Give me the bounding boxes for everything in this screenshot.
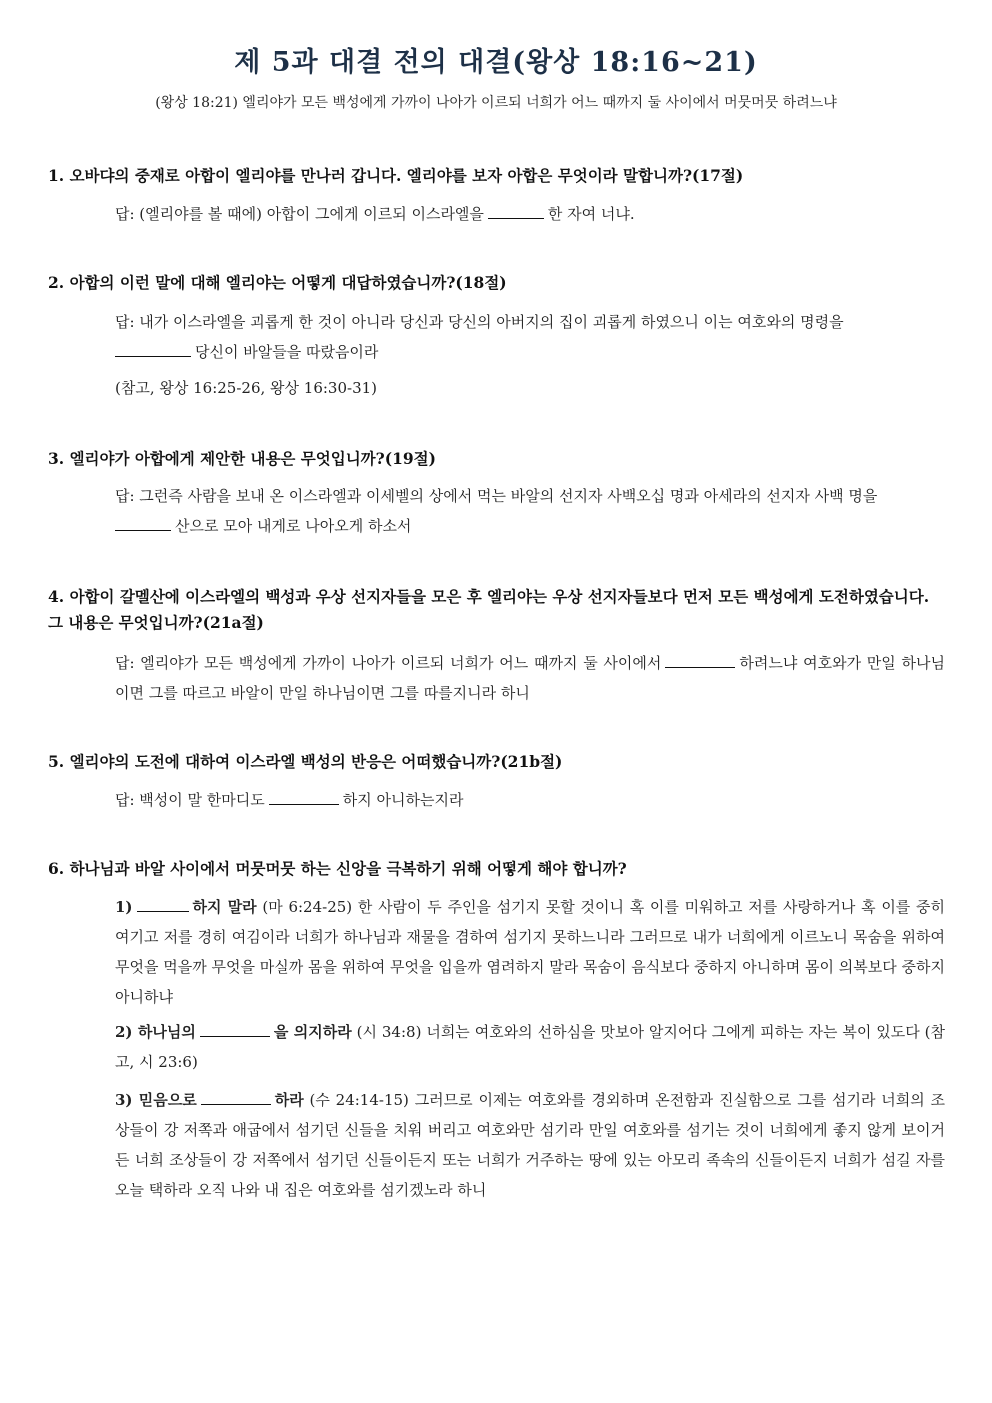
answer-3	[115, 481, 945, 541]
answer-6-item-1	[115, 892, 945, 1012]
page-subtitle: (왕상 18:21) 엘리야가 모든 백성에게 가까이 나아가 이르되 너희가 어느 때까지 둘 사이에서 머뭇머뭇 하려느냐	[155, 95, 837, 111]
page-title: 제 5과 대결 전의 대결(왕상 18:16~21)	[234, 47, 758, 78]
answer-4-post: 하려느냐 여호와가 만일 하나님이면 그를 따르고 바알이 만일 하나님이면 그를 따를지니라 하니	[115, 654, 945, 702]
question-6: 6. 하나님과 바알 사이에서 머뭇머뭇 하는 신앙을 극복하기 위해 어떻게 해야 합니까?	[48, 859, 627, 878]
answer-5	[115, 785, 945, 815]
item-2-number: 2) 하나님의	[115, 1023, 196, 1041]
answer-4	[115, 648, 945, 708]
answer-6-item-2	[115, 1017, 945, 1077]
answer-blank[interactable]	[200, 1022, 270, 1037]
question-4: 4. 아합이 갈멜산에 이스라엘의 백성과 우상 선지자들을 모은 후 엘리야는 우상 선지자들보다 먼저 모든 백성에게 도전하였습니다. 그 내용은 무엇입니까?(21a절)	[48, 587, 930, 632]
item-3-text: (수 24:14-15) 그러므로 이제는 여호와를 경외하며 온전함과 진실함으로 그를 섬기라 너희의 조상들이 강 저쪽과 애굽에서 섬기던 신들을 치워 버리고 여호와만 섬기라 만일 여호와를 섬기는 것이 너희에게 좋지 않게 보이거든 너희 조상들이 강 저쪽에서 섬기던 신들이든지 또는 너희가 거주하는 땅에 있는 아모리 족속의 신들이든지 너희가 섬길 자를 오늘 택하라 오직 나와 내 집은 여호와를 섬기겠노라 하니	[115, 1091, 945, 1199]
answer-2-reference: (참고, 왕상 16:25-26, 왕상 16:30-31)	[115, 379, 378, 397]
answer-6-item-3	[115, 1085, 945, 1205]
item-1-number: 1)	[115, 898, 133, 916]
answer-5-post: 하지 아니하는지라	[342, 791, 464, 809]
answer-3-post: 산으로 모아 내게로 나아오게 하소서	[175, 517, 412, 535]
answer-4-pre: 답: 엘리야가 모든 백성에게 가까이 나아가 이르되 너희가 어느 때까지 둘 사이에서	[115, 654, 662, 672]
answer-1-pre: 답: (엘리야를 볼 때에) 아합이 그에게 이르되 이스라엘을	[115, 205, 484, 223]
answer-blank[interactable]	[115, 516, 171, 531]
item-1-text: (마 6:24-25) 한 사람이 두 주인을 섬기지 못할 것이니 혹 이를 미워하고 저를 사랑하거나 혹 이를 중히 여기고 저를 경히 여김이라 너희가 하나님과 재물을 겸하여 섬기지 못하느니라 그러므로 내가 너희에게 이르노니 목숨을 위하여 무엇을 먹을까 무엇을 마실까 몸을 위하여 무엇을 입을까 염려하지 말라 목숨이 음식보다 중하지 아니하며 몸이 의복보다 중하지 아니하냐	[115, 898, 945, 1006]
question-5: 5. 엘리야의 도전에 대하여 이스라엘 백성의 반응은 어떠했습니까?(21b절)	[48, 752, 563, 771]
question-2: 2. 아합의 이런 말에 대해 엘리야는 어떻게 대답하였습니까?(18절)	[48, 273, 507, 292]
answer-blank[interactable]	[269, 790, 339, 805]
item-2-heading: 을 의지하라	[273, 1023, 352, 1041]
item-3-number: 3) 믿음으로	[115, 1091, 197, 1109]
answer-1	[115, 199, 945, 229]
answer-2-post: 당신이 바알들을 따랐음이라	[195, 343, 379, 361]
answer-blank[interactable]	[201, 1090, 271, 1105]
answer-1-post: 한 자여 너냐.	[547, 205, 635, 223]
answer-5-pre: 답: 백성이 말 한마디도	[115, 791, 265, 809]
answer-blank[interactable]	[115, 342, 191, 357]
answer-blank[interactable]	[665, 653, 735, 668]
answer-3-pre: 답: 그런즉 사람을 보내 온 이스라엘과 이세벨의 상에서 먹는 바알의 선지자 사백오십 명과 아세라의 선지자 사백 명을	[115, 487, 878, 505]
item-3-heading: 하라	[274, 1091, 304, 1109]
answer-2	[115, 307, 945, 367]
answer-2-pre: 답: 내가 이스라엘을 괴롭게 한 것이 아니라 당신과 당신의 아버지의 집이 괴롭게 하였으니 이는 여호와의 명령을	[115, 313, 844, 331]
question-3: 3. 엘리야가 아합에게 제안한 내용은 무엇입니까?(19절)	[48, 449, 436, 468]
answer-blank[interactable]	[137, 897, 189, 912]
answer-blank[interactable]	[488, 204, 544, 219]
question-1: 1. 오바댜의 중재로 아합이 엘리야를 만나러 갑니다. 엘리야를 보자 아합은 무엇이라 말합니까?(17절)	[48, 166, 744, 185]
item-2-text: (시 34:8) 너희는 여호와의 선하심을 맛보아 알지어다 그에게 피하는 자는 복이 있도다 (참고, 시 23:6)	[115, 1023, 945, 1071]
item-1-heading: 하지 말라	[192, 898, 257, 916]
